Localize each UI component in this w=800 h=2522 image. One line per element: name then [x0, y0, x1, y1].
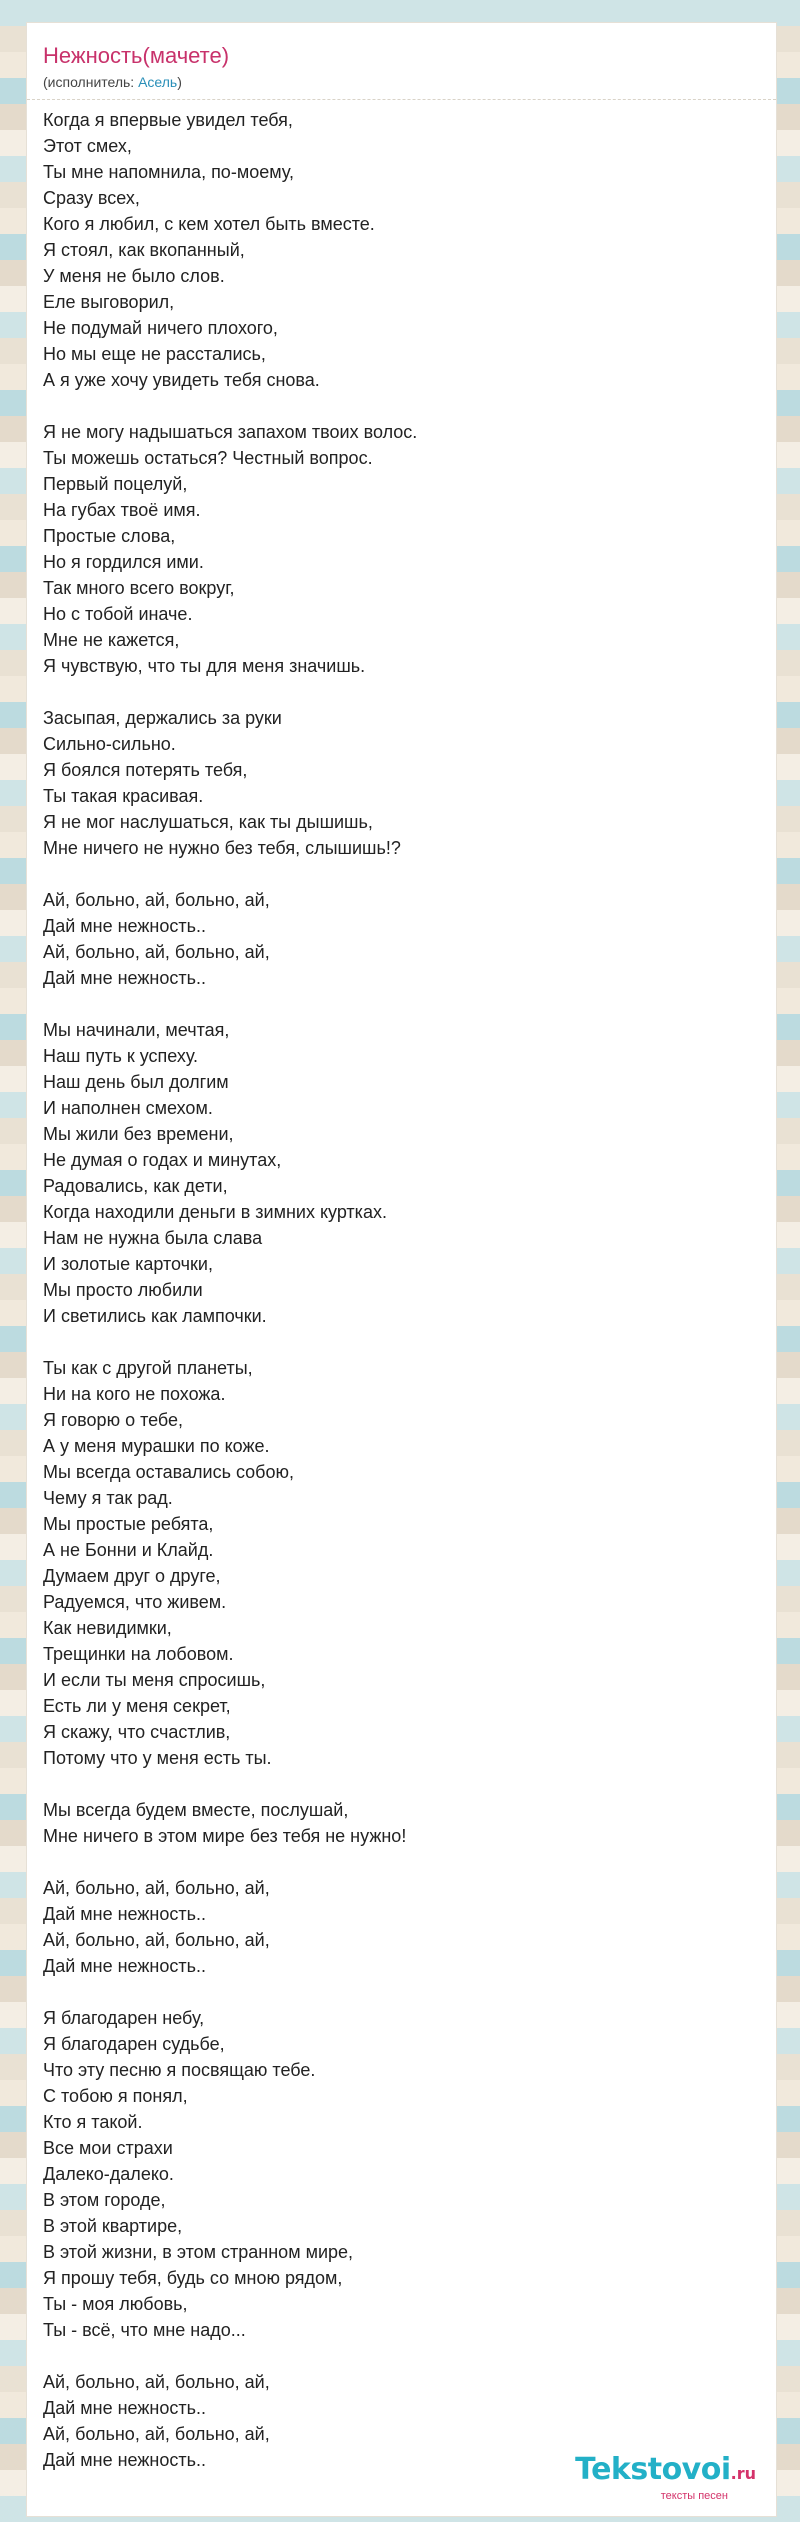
lyric-line: Ай, больно, ай, больно, ай,	[43, 942, 270, 962]
lyric-line: Наш день был долгим	[43, 1072, 229, 1092]
lyrics-stanza	[43, 1875, 763, 1979]
lyric-line: Но я гордился ими.	[43, 552, 204, 572]
lyric-line: Не подумай ничего плохого,	[43, 318, 278, 338]
lyric-line: Засыпая, держались за руки	[43, 708, 282, 728]
artist-suffix: )	[177, 74, 182, 90]
lyric-line: Я не могу надышаться запахом твоих волос.	[43, 422, 418, 442]
lyric-line: На губах твоё имя.	[43, 500, 201, 520]
lyrics-stanza	[43, 705, 763, 861]
artist-link[interactable]: Асель	[138, 74, 178, 90]
lyric-line: Что эту песню я посвящаю тебе.	[43, 2060, 316, 2080]
lyric-line: В этой жизни, в этом странном мире,	[43, 2242, 354, 2262]
lyric-line: Ай, больно, ай, больно, ай,	[43, 2424, 270, 2444]
lyric-line: Сильно-сильно.	[43, 734, 176, 754]
lyric-line: Далеко-далеко.	[43, 2164, 174, 2184]
lyric-line: Ты - всё, что мне надо...	[43, 2320, 246, 2340]
lyric-line: Дай мне нежность..	[43, 2450, 206, 2470]
lyric-line: А я уже хочу увидеть тебя снова.	[43, 370, 320, 390]
logo-wordmark	[575, 2454, 756, 2490]
lyrics-card	[26, 22, 777, 2517]
lyric-line: Дай мне нежность..	[43, 2398, 206, 2418]
lyric-line: Когда я впервые увидел тебя,	[43, 110, 293, 130]
lyric-line: Но мы еще не расстались,	[43, 344, 266, 364]
song-title: Нежность(мачете)	[43, 43, 230, 68]
lyric-line: Ай, больно, ай, больно, ай,	[43, 890, 270, 910]
lyric-line: И светились как лампочки.	[43, 1306, 267, 1326]
lyric-line: У меня не было слов.	[43, 266, 225, 286]
lyric-line: Думаем друг о друге,	[43, 1566, 221, 1586]
lyric-line: Нам не нужна была слава	[43, 1228, 263, 1248]
lyrics-stanza	[43, 2005, 763, 2343]
lyric-line: Так много всего вокруг,	[43, 578, 235, 598]
lyric-line: Но с тобой иначе.	[43, 604, 193, 624]
lyric-line: Этот смех,	[43, 136, 132, 156]
site-logo[interactable]	[575, 2454, 756, 2502]
lyrics-stanza	[43, 1017, 763, 1329]
lyric-line: Еле выговорил,	[43, 292, 175, 312]
lyric-line: Трещинки на лобовом.	[43, 1644, 234, 1664]
lyric-line: Я боялся потерять тебя,	[43, 760, 248, 780]
lyric-line: Мы всегда оставались собою,	[43, 1462, 294, 1482]
logo-tld: .ru	[730, 2464, 756, 2483]
lyric-line: Мне ничего в этом мире без тебя не нужно!	[43, 1826, 407, 1846]
lyric-line: Мы жили без времени,	[43, 1124, 234, 1144]
lyric-line: Мне не кажется,	[43, 630, 180, 650]
lyric-line: Ай, больно, ай, больно, ай,	[43, 2372, 270, 2392]
lyric-line: Я благодарен небу,	[43, 2008, 205, 2028]
lyric-line: Не думая о годах и минутах,	[43, 1150, 282, 1170]
header-divider	[27, 99, 776, 100]
lyric-line: Все мои страхи	[43, 2138, 173, 2158]
artist-prefix: (исполнитель:	[43, 74, 139, 90]
lyric-line: Сразу всех,	[43, 188, 140, 208]
lyric-line: Ты можешь остаться? Честный вопрос.	[43, 448, 373, 468]
lyric-line: Мы всегда будем вместе, послушай,	[43, 1800, 349, 1820]
lyric-line: Мне ничего не нужно без тебя, слышишь!?	[43, 838, 401, 858]
lyric-line: Ты - моя любовь,	[43, 2294, 188, 2314]
lyric-line: В этом городе,	[43, 2190, 166, 2210]
lyric-line: Радовались, как дети,	[43, 1176, 228, 1196]
lyric-line: Мы просто любили	[43, 1280, 203, 1300]
song-subtitle	[43, 73, 182, 91]
lyric-line: Я стоял, как вкопанный,	[43, 240, 245, 260]
lyric-line: А не Бонни и Клайд.	[43, 1540, 214, 1560]
lyric-line: Я говорю о тебе,	[43, 1410, 184, 1430]
lyric-line: Кого я любил, с кем хотел быть вместе.	[43, 214, 375, 234]
lyrics-stanza	[43, 1355, 763, 1771]
lyric-line: Чему я так рад.	[43, 1488, 173, 1508]
lyric-line: Кто я такой.	[43, 2112, 143, 2132]
lyric-line: А у меня мурашки по коже.	[43, 1436, 270, 1456]
lyric-line: Простые слова,	[43, 526, 176, 546]
lyric-line: Дай мне нежность..	[43, 968, 206, 988]
lyric-line: Ты как с другой планеты,	[43, 1358, 253, 1378]
lyric-line: Я скажу, что счастлив,	[43, 1722, 231, 1742]
lyric-line: Дай мне нежность..	[43, 1956, 206, 1976]
lyric-line: Ты такая красивая.	[43, 786, 204, 806]
lyric-line: Наш путь к успеху.	[43, 1046, 199, 1066]
logo-tagline: тексты песен	[660, 2490, 728, 2502]
lyric-line: Ни на кого не похожа.	[43, 1384, 226, 1404]
lyric-line: Ай, больно, ай, больно, ай,	[43, 1878, 270, 1898]
lyric-line: Как невидимки,	[43, 1618, 172, 1638]
lyric-line: Ты мне напомнила, по-моему,	[43, 162, 294, 182]
lyric-line: Радуемся, что живем.	[43, 1592, 227, 1612]
lyric-line: Ай, больно, ай, больно, ай,	[43, 1930, 270, 1950]
lyric-line: Дай мне нежность..	[43, 916, 206, 936]
lyrics-stanza	[43, 107, 763, 393]
lyric-line: Я чувствую, что ты для меня значишь.	[43, 656, 366, 676]
lyric-line: С тобою я понял,	[43, 2086, 188, 2106]
lyric-line: Я прошу тебя, будь со мною рядом,	[43, 2268, 343, 2288]
logo-name: Tekstovoi	[575, 2452, 731, 2487]
lyrics-stanza	[43, 419, 763, 679]
lyrics-text	[43, 107, 763, 2499]
lyric-line: В этой квартире,	[43, 2216, 183, 2236]
lyric-line: Я благодарен судьбе,	[43, 2034, 225, 2054]
lyric-line: Есть ли у меня секрет,	[43, 1696, 231, 1716]
lyric-line: Потому что у меня есть ты.	[43, 1748, 272, 1768]
lyrics-stanza	[43, 887, 763, 991]
lyric-line: Мы начинали, мечтая,	[43, 1020, 230, 1040]
lyric-line: Мы простые ребята,	[43, 1514, 214, 1534]
lyric-line: Дай мне нежность..	[43, 1904, 206, 1924]
lyric-line: Я не мог наслушаться, как ты дышишь,	[43, 812, 373, 832]
lyric-line: Когда находили деньги в зимних куртках.	[43, 1202, 387, 1222]
lyric-line: И золотые карточки,	[43, 1254, 213, 1274]
lyric-line: И наполнен смехом.	[43, 1098, 213, 1118]
lyric-line: И если ты меня спросишь,	[43, 1670, 266, 1690]
lyrics-stanza	[43, 1797, 763, 1849]
lyric-line: Первый поцелуй,	[43, 474, 188, 494]
